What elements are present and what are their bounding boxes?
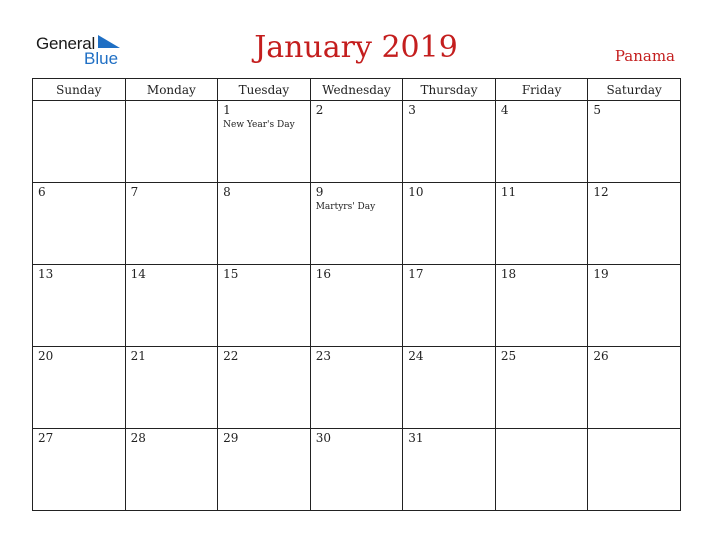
day-number: 28: [130, 431, 146, 445]
day-cell: [403, 347, 496, 429]
logo-text-general: General: [36, 34, 96, 53]
week-row: [33, 265, 681, 347]
day-cell: [218, 429, 311, 511]
day-cell: [218, 101, 311, 183]
day-cell: [403, 101, 496, 183]
day-number: 9: [315, 185, 324, 199]
day-cell: [218, 265, 311, 347]
day-number: 18: [500, 267, 517, 281]
day-cell: [33, 101, 126, 183]
holiday-label: New Year's Day: [223, 120, 295, 130]
day-number: 29: [223, 431, 239, 445]
day-number: 8: [223, 185, 231, 199]
day-cell: [588, 101, 681, 183]
day-number: 13: [38, 267, 54, 281]
day-cell: [125, 183, 218, 265]
day-number: 7: [130, 185, 139, 199]
day-number: 15: [223, 267, 239, 281]
day-number: 25: [500, 349, 517, 363]
day-cell: [403, 265, 496, 347]
day-number: 19: [593, 267, 609, 281]
day-cell: [495, 183, 588, 265]
day-number: 6: [38, 185, 46, 199]
weekday-header: Saturday: [588, 79, 681, 101]
day-cell: [33, 183, 126, 265]
weekday-header: Monday: [125, 79, 218, 101]
weekday-header-row: [33, 79, 681, 101]
day-number: 12: [593, 185, 609, 199]
day-cell: [588, 265, 681, 347]
day-cell: [310, 429, 403, 511]
day-cell: [588, 347, 681, 429]
day-cell: [218, 347, 311, 429]
day-cell: [125, 101, 218, 183]
day-cell: [125, 347, 218, 429]
day-number: 11: [500, 185, 517, 199]
day-cell: [33, 347, 126, 429]
day-cell: [33, 429, 126, 511]
day-cell: [310, 101, 403, 183]
day-number: 3: [408, 103, 416, 117]
day-number: 16: [315, 267, 331, 281]
day-cell: [495, 101, 588, 183]
day-number: 21: [130, 349, 146, 363]
week-row: [33, 183, 681, 265]
day-number: 31: [408, 431, 424, 445]
day-number: 5: [593, 103, 602, 117]
logo-text-blue: Blue: [84, 49, 119, 68]
day-cell: [403, 183, 496, 265]
day-number: 17: [408, 267, 424, 281]
weekday-header: Tuesday: [218, 79, 311, 101]
day-number: 4: [500, 103, 509, 117]
weekday-header: Friday: [495, 79, 588, 101]
day-number: 2: [315, 103, 324, 117]
day-number: 24: [408, 349, 424, 363]
day-cell: [33, 265, 126, 347]
day-cell: [125, 429, 218, 511]
week-row: [33, 347, 681, 429]
day-number: 1: [223, 103, 231, 117]
day-number: 22: [223, 349, 239, 363]
day-cell: [495, 347, 588, 429]
day-cell: [310, 265, 403, 347]
day-cell: [495, 429, 588, 511]
day-number: 10: [408, 185, 424, 199]
holiday-label: Martyrs' Day: [315, 202, 376, 212]
day-cell: [310, 347, 403, 429]
day-number: 20: [38, 349, 54, 363]
day-number: 30: [315, 431, 331, 445]
weekday-header: Sunday: [33, 79, 126, 101]
day-number: 27: [38, 431, 54, 445]
day-cell: [588, 429, 681, 511]
day-number: 14: [130, 267, 146, 281]
week-row: [33, 101, 681, 183]
day-cell: [588, 183, 681, 265]
weekday-header: Wednesday: [310, 79, 403, 101]
day-cell: [495, 265, 588, 347]
calendar-title: January 2019: [254, 30, 458, 65]
country-name: Panama: [614, 47, 675, 65]
week-row: [33, 429, 681, 511]
day-cell: [125, 265, 218, 347]
day-cell: [403, 429, 496, 511]
day-cell: [310, 183, 403, 265]
weekday-header: Thursday: [403, 79, 496, 101]
day-cell: [218, 183, 311, 265]
day-number: 26: [593, 349, 609, 363]
day-number: 23: [315, 349, 331, 363]
calendar-grid: [32, 78, 681, 511]
